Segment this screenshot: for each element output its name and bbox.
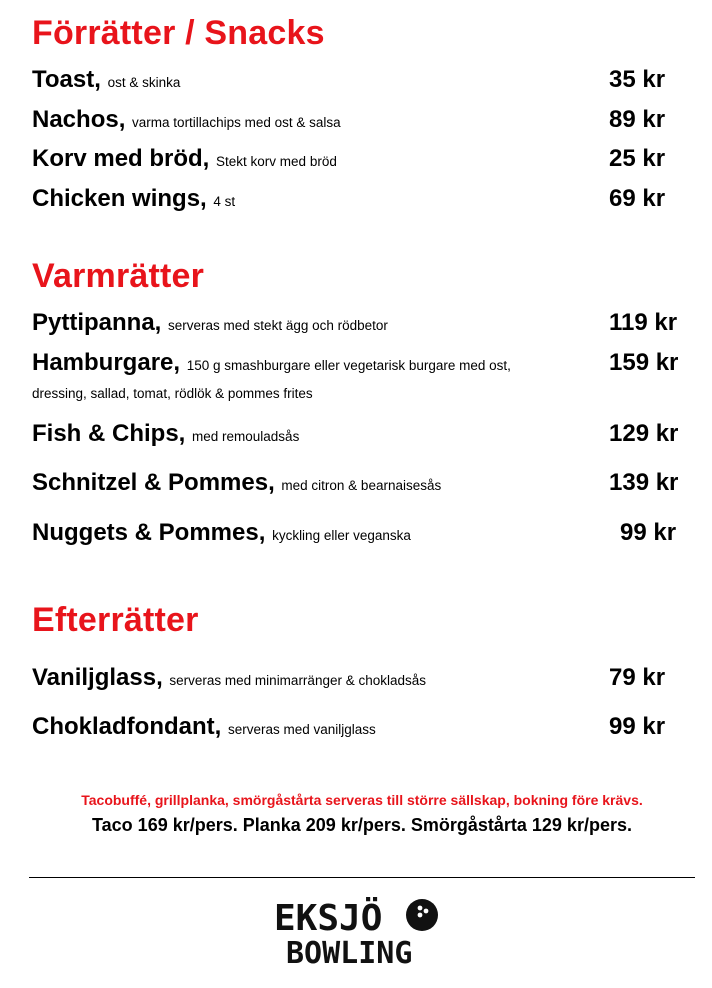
item-description: kyckling eller veganska [272, 528, 411, 543]
section-title-mains: Varmrätter [32, 257, 205, 295]
group-prices: Taco 169 kr/pers. Planka 209 kr/pers. Smörgåstårta 129 kr/pers. [92, 815, 632, 835]
item-description: med citron & bearnaisesås [281, 478, 442, 493]
item-price: 119 kr [609, 309, 678, 336]
item-description: serveras med vaniljglass [228, 722, 376, 737]
logo-graphic [270, 888, 452, 968]
item-description: med remouladsås [192, 429, 300, 444]
item-description: ost & skinka [107, 75, 181, 90]
item-name: Hamburgare, [32, 349, 181, 376]
eksjo-bowling-logo [270, 888, 452, 968]
menu-item [32, 108, 341, 132]
item-name: Chokladfondant, [32, 713, 222, 740]
item-price: 79 kr [609, 664, 666, 691]
menu-item [32, 471, 441, 495]
item-price: 129 kr [609, 420, 679, 447]
item-price: 89 kr [609, 106, 666, 133]
item-name: Toast, [32, 66, 101, 93]
section-title-desserts: Efterrätter [32, 601, 199, 639]
item-name: Vaniljglass, [32, 664, 163, 691]
item-price: 139 kr [609, 469, 679, 496]
item-description: serveras med minimarränger & chokladsås [169, 673, 427, 688]
item-price: 99 kr [620, 519, 677, 546]
item-name: Fish & Chips, [32, 420, 186, 447]
menu-item [32, 521, 411, 545]
item-price: 69 kr [609, 185, 666, 212]
item-price: 35 kr [609, 66, 666, 93]
bowling-ball-icon [406, 899, 438, 931]
item-description-continued: dressing, sallad, tomat, rödlök & pommes frites [32, 386, 313, 401]
logo-line2: BOWLING [286, 936, 413, 968]
menu-item [32, 68, 180, 92]
menu-item [32, 187, 235, 211]
item-name: Pyttipanna, [32, 309, 162, 336]
item-name: Schnitzel & Pommes, [32, 469, 275, 496]
group-booking-note: Tacobuffé, grillplanka, smörgåstårta serveras till större sällskap, bokning före krävs. [81, 792, 643, 808]
item-description: 4 st [213, 194, 236, 209]
item-name: Nuggets & Pommes, [32, 519, 266, 546]
item-price: 99 kr [609, 713, 666, 740]
menu-item [32, 715, 376, 739]
item-name: Chicken wings, [32, 185, 207, 212]
menu-item [32, 311, 388, 335]
divider [29, 877, 695, 878]
item-price: 159 kr [609, 349, 679, 376]
item-description: 150 g smashburgare eller vegetarisk burgare med ost, [186, 358, 511, 373]
section-title-starters: Förrätter / Snacks [32, 14, 325, 52]
item-name: Nachos, [32, 106, 126, 133]
item-description: varma tortillachips med ost & salsa [132, 115, 341, 130]
item-price: 25 kr [609, 145, 666, 172]
menu-item [32, 351, 511, 375]
logo-line1: EKSJÖ [274, 898, 383, 939]
item-name: Korv med bröd, [32, 145, 210, 172]
item-description: serveras med stekt ägg och rödbetor [168, 318, 388, 333]
menu-item [32, 147, 337, 171]
menu-item [32, 666, 426, 690]
item-description: Stekt korv med bröd [216, 154, 337, 169]
menu-item [32, 422, 299, 446]
